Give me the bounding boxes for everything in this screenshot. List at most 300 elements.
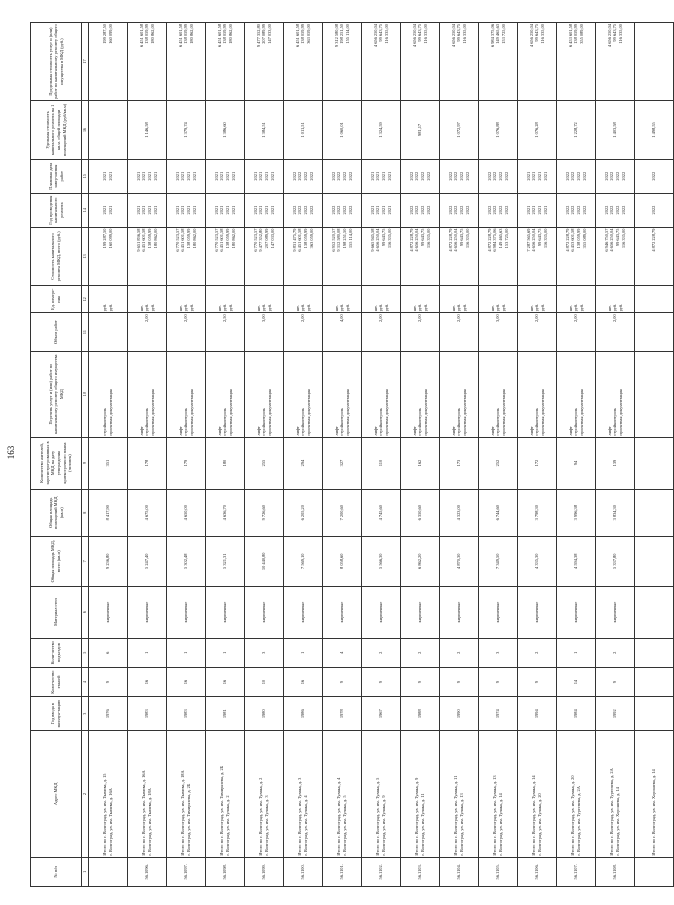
unit: руб. [500,303,506,312]
repair-year: 2022 [453,205,459,215]
repair-year: 2021 [147,205,152,215]
limit-cost-list [479,24,517,99]
cost: 9 831 475,79 [291,228,297,252]
cost: 116 335,00 [620,228,626,249]
address-line-list [167,732,205,855]
end-date-list [401,161,439,192]
wall-material: кирпичные [557,586,596,638]
work-item: лифт [528,426,534,436]
residents [635,437,674,489]
cost-cell [167,227,206,286]
total-area: 5 321,31 [206,536,245,586]
repair-plan-table [30,22,674,887]
address-line-list [401,732,439,855]
limit-cost: 9 312 580,08 [333,24,339,48]
end-date: 2021 [375,171,381,181]
unit: руб. [495,303,501,312]
repair-year: 2021 [135,205,141,215]
repair-year: 2021 [386,205,392,215]
end-date: 2021 [381,171,386,181]
premises-area: 8 417,90 [89,489,128,536]
table-row [518,23,557,887]
volume-list [440,314,478,349]
residents: 94 [557,437,596,489]
cost-cell [635,227,674,286]
volume-list [401,314,439,349]
specific-cost: 1 146,58 [128,101,167,160]
cost: 9 312 580,08 [336,228,342,252]
end-date-cell [596,159,635,193]
column-number: 8 [82,489,89,536]
repair-year: 2021 [369,205,375,215]
limit-cell [89,23,128,101]
total-area: 6 862,20 [401,536,440,586]
cost: 6 770 523,57 [213,228,219,252]
column-number: 17 [82,23,89,101]
end-date: 2022 [297,171,303,181]
work-item-list [635,353,673,436]
cost-list [440,229,478,285]
specific-cost: 1 076,88 [479,101,518,160]
total-area: 9 236,80 [89,536,128,586]
repair-year-list [440,195,478,226]
repair-year: 2021 [537,205,542,215]
unit-list [440,287,478,311]
work-item-list [245,353,283,436]
table-row [323,23,362,887]
year-built: 1976 [89,697,128,731]
volume: 4,00 [339,314,345,323]
address-line: Итого по г. Волгоград, ул. им. Ткачева, д. 18А [180,770,186,856]
wall-material: кирпичные [440,586,479,638]
unit: руб. [305,303,311,312]
volume-cell [167,313,206,351]
table-row [557,23,596,887]
unit: руб. [534,303,540,312]
residents: 294 [284,437,323,489]
address-cell [635,731,674,857]
cost-cell [323,227,362,286]
end-date: 2021 [230,171,236,181]
end-date-cell [479,159,518,193]
limit-cost-list [518,24,556,99]
work-item: стройконтроль [534,407,540,436]
cost-list [635,229,673,285]
volume-list [635,314,673,349]
table-row [206,23,245,887]
work-item-list [596,353,634,436]
table-row [89,23,128,887]
unit: шт. [255,305,261,312]
cost-cell [128,227,167,286]
end-date-list [245,161,283,192]
limit-cost: 4 656 250,04 [450,24,456,48]
cost: 116 335,00 [464,228,470,249]
repair-year: 2022 [297,205,303,215]
end-date: 2022 [503,171,509,181]
floors [635,667,674,696]
limit-cell [479,23,518,101]
address-cell [440,731,479,857]
unit: руб. [108,303,113,312]
end-date: 2022 [498,171,503,181]
column-number: 16 [82,101,89,160]
limit-cost-list [440,24,478,99]
repair-year: 2022 [581,205,587,215]
work-item: проектная документация [461,389,467,436]
work-item: лифт [333,426,339,436]
repair-year: 2022 [651,205,657,215]
end-date: 2022 [336,171,342,181]
table-row [401,23,440,887]
year-built: 1978 [323,697,362,731]
entrances [635,638,674,667]
wall-material: кирпичные [284,586,323,638]
limit-cost-list [323,24,361,99]
works-cell [245,351,284,437]
limit-cost: 207 089,99 [261,24,267,44]
premises-area [635,489,674,536]
cost: 138 059,99 [576,228,581,249]
end-date-list [362,161,400,192]
repair-year-cell [557,193,596,227]
unit-cell [206,286,245,313]
repair-year: 2022 [486,205,492,215]
cost: 6 451 601,58 [180,228,186,252]
row-number: 56.1099. [245,857,284,886]
repair-year: 2021 [219,205,225,215]
limit-cost-list [128,24,166,99]
entrances: 3 [479,638,518,667]
cost: 4 656 250,04 [414,228,420,252]
address-line: г. Волгоград, ул. им. Ткачева, д. 18А [147,788,152,856]
specific-cost: 1 384,51 [245,101,284,160]
address-line-list [518,732,556,855]
entrances: 1 [167,638,206,667]
works-cell [479,351,518,437]
premises-area: 6 205,20 [284,489,323,536]
work-item: стройконтроль [222,407,228,436]
end-date: 2021 [269,171,275,181]
unit-list [401,287,439,311]
volume-list [245,314,283,349]
cost: 6 984 375,06 [492,228,498,252]
end-date: 2022 [459,171,464,181]
cost: 6 451 601,58 [297,228,303,252]
unit: руб. [149,303,155,312]
address-cell [128,731,167,857]
wall-material: кирпичные [128,586,167,638]
page-number: 163 [6,445,16,460]
address-line: Итого по г. Волгоград, ул. им. Тулака, д. 2 [258,777,264,856]
end-date: 2022 [603,171,609,181]
cost: 199 287,50 [102,228,108,249]
end-date: 2022 [420,171,425,181]
address-line: г. Волгоград, ул. им. Ткачева, д. 16А [108,788,113,856]
work-item-list [401,353,439,436]
unit: руб. [222,303,228,312]
address-line: Итого по г. Волгоград, ул. им. Тулака, д. 4 [336,777,342,856]
unit: руб. [227,303,233,312]
end-date: 2022 [492,171,498,181]
cost-cell [479,227,518,286]
residents: 180 [206,437,245,489]
address-cell [284,731,323,857]
repair-year-list [479,195,517,226]
limit-cell [440,23,479,101]
work-item: проектная документация [108,389,113,436]
work-item-list [557,353,595,436]
end-date: 2022 [291,171,297,181]
work-item-list [128,353,166,436]
cost: 99 643,75 [381,228,386,247]
address-line: г. Волгоград, ул. им. Хорошева, д. 14 [615,787,620,856]
column-header: Плановая дата завер-шения работ [31,159,82,193]
column-number: 2 [82,731,89,857]
end-date: 2022 [464,171,470,181]
works-cell [323,351,362,437]
row-number: 56.1105. [479,857,518,886]
end-date-list [128,161,166,192]
cost-cell [89,227,128,286]
limit-cost: 99 643,75 [417,24,423,42]
unit: шт. [489,305,495,312]
repair-year: 2022 [342,205,347,215]
year-built: 1984 [557,697,596,731]
limit-cost: 153 725,00 [500,24,506,44]
unit-cell [596,286,635,313]
end-date: 2022 [342,171,347,181]
cost: 99 643,75 [420,228,425,247]
repair-year-cell [89,193,128,227]
unit: руб. [188,303,194,312]
cost-cell [206,227,245,286]
limit-cost-list [245,24,283,99]
table-row [440,23,479,887]
repair-year: 2022 [347,205,353,215]
end-date: 2022 [576,171,581,181]
unit-cell [635,286,674,313]
address-line-list [440,732,478,855]
column-header: Ед. измере-ния [31,286,82,313]
floors: 10 [245,667,284,696]
repair-year: 2022 [492,205,498,215]
volume-cell [206,313,245,351]
table-row [167,23,206,887]
premises-area: 3 834,30 [596,489,635,536]
limit-cost-list [635,24,673,99]
end-date: 2021 [147,171,152,181]
premises-area: 4 650,00 [167,489,206,536]
cost-cell [557,227,596,286]
limit-cost-list [167,24,205,99]
unit-cell [362,286,401,313]
cost: 99 643,75 [537,228,542,247]
address-line-list [206,732,244,855]
column-number: 14 [82,193,89,227]
unit-cell [323,286,362,313]
floors: 9 [596,667,635,696]
work-item: лифт [450,426,456,436]
volume-list [362,314,400,349]
limit-cost-list [362,24,400,99]
repair-year-cell [128,193,167,227]
cost: 207 089,99 [264,228,269,249]
cost: 4 656 250,04 [453,228,459,252]
repair-year: 2022 [603,205,609,215]
repair-year-list [596,195,634,226]
cost: 138 059,99 [186,228,191,249]
address-line: г. Волгоград, ул. им. Тулака, д. 11 [420,793,425,856]
residents: 139 [596,437,635,489]
end-date: 2022 [453,171,459,181]
volume-cell [596,313,635,351]
cost: 180 862,00 [191,228,197,249]
end-date-list [284,161,322,192]
entrances: 4 [323,638,362,667]
cost: 4 656 250,04 [375,228,381,252]
floors: 9 [479,667,518,696]
wall-material: кирпичные [479,586,518,638]
cost-cell [518,227,557,286]
premises-area: 4 636,70 [206,489,245,536]
column-number: 10 [82,351,89,437]
limit-cost: 99 643,75 [456,24,462,42]
column-number: 11 [82,313,89,351]
cost-cell [284,227,323,286]
wall-material: кирпичные [167,586,206,638]
year-built: 1994 [518,697,557,731]
unit-cell [557,286,596,313]
cost: 6 952 520,57 [330,228,336,252]
repair-year: 2022 [570,205,576,215]
cost-cell [440,227,479,286]
limit-cost: 6 451 601,58 [294,24,300,48]
end-date: 2022 [303,171,308,181]
column-header: Год проведения капитального ремонта [31,193,82,227]
unit: шт. [372,305,378,312]
limit-cost: 198 251,50 [339,24,345,44]
row-number: 56.1104. [440,857,479,886]
repair-year: 2022 [609,205,615,215]
column-header: Предельная стоимость услуг и (или) работ по капитальному ремонту общего имущества в МКД (руб.) [31,23,82,101]
limit-cost: 138 059,99 [222,24,228,44]
repair-year-list [635,195,673,226]
total-area: 5 247,40 [128,536,167,586]
work-item: лифт [177,426,183,436]
table-row [245,23,284,887]
work-item: стройконтроль [612,407,618,436]
limit-cost: 160 099,00 [108,24,113,44]
volume-list [479,314,517,349]
specific-cost: 1 403,58 [596,101,635,160]
end-date: 2021 [141,171,147,181]
column-header: Коли-чество этажей [31,667,82,696]
unit-list [362,287,400,311]
work-item: проектная документация [344,389,350,436]
entrances: 1 [128,638,167,667]
floors: 9 [518,667,557,696]
limit-cost: 6 451 601,58 [177,24,183,48]
limit-cost: 363 059,00 [305,24,311,44]
premises-area: 4 675,00 [128,489,167,536]
end-date: 2021 [525,171,531,181]
end-date: 2022 [564,171,570,181]
unit-cell [167,286,206,313]
work-item: лифт [255,426,261,436]
work-item: лифт [606,426,612,436]
residents: 351 [89,437,128,489]
column-number: 12 [82,286,89,313]
wall-material: кирпичные [206,586,245,638]
repair-year: 2022 [576,205,581,215]
address-line-list [284,732,322,855]
works-cell [167,351,206,437]
repair-year: 2021 [152,205,158,215]
end-date-list [89,161,127,192]
row-number [635,857,674,886]
cost: 9 665 945,58 [369,228,375,252]
volume: 2,00 [300,314,306,323]
address-line: Итого по г. Волгоград, ул. им. Тулака, д. 3 [297,777,303,856]
unit: руб. [539,303,545,312]
volume-cell [89,313,128,351]
volume-list [557,314,595,349]
unit: руб. [102,303,108,312]
address-cell [206,731,245,857]
repair-year: 2022 [330,205,336,215]
end-date-cell [206,159,245,193]
cost: 6 453 601,58 [570,228,576,252]
address-line: Итого по г. Волгоград, ул. им. Тулака, д. 11 [453,775,459,856]
unit-cell [479,286,518,313]
end-date-list [479,161,517,192]
work-item: лифт [372,426,378,436]
unit: шт. [411,305,417,312]
address-line-list [245,732,283,855]
unit: руб. [456,303,462,312]
repair-year: 2021 [531,205,537,215]
cost: 4 872 228,79 [486,228,492,252]
floors: 14 [557,667,596,696]
repair-year: 2022 [564,205,570,215]
limit-cost-list [206,24,244,99]
premises-area: 6 350,60 [401,489,440,536]
end-date-cell [89,159,128,193]
limit-cost: 180 862,00 [188,24,194,44]
address-line: Итого по г. Волгоград, ул. им. Тулака, д. 20 [570,775,576,856]
specific-cost: 1 076,28 [518,101,557,160]
year-built: 1974 [479,697,518,731]
specific-cost: 1 060,01 [323,101,362,160]
residents: 173 [440,437,479,489]
year-built [635,697,674,731]
year-built: 1967 [362,697,401,731]
address-line-list [323,732,361,855]
column-number: 7 [82,536,89,586]
address-line: г. Волгоград, ул. им. Тулака, д. 9 [381,795,386,856]
residents: 179 [167,437,206,489]
end-date-cell [128,159,167,193]
unit-list [635,287,673,311]
work-item-list [440,353,478,436]
end-date: 2022 [408,171,414,181]
limit-cost: 4 656 250,04 [606,24,612,48]
end-date: 2021 [135,171,141,181]
cost: 4 872 228,79 [564,228,570,252]
premises-area: 6 744,60 [479,489,518,536]
residents: 172 [518,437,557,489]
